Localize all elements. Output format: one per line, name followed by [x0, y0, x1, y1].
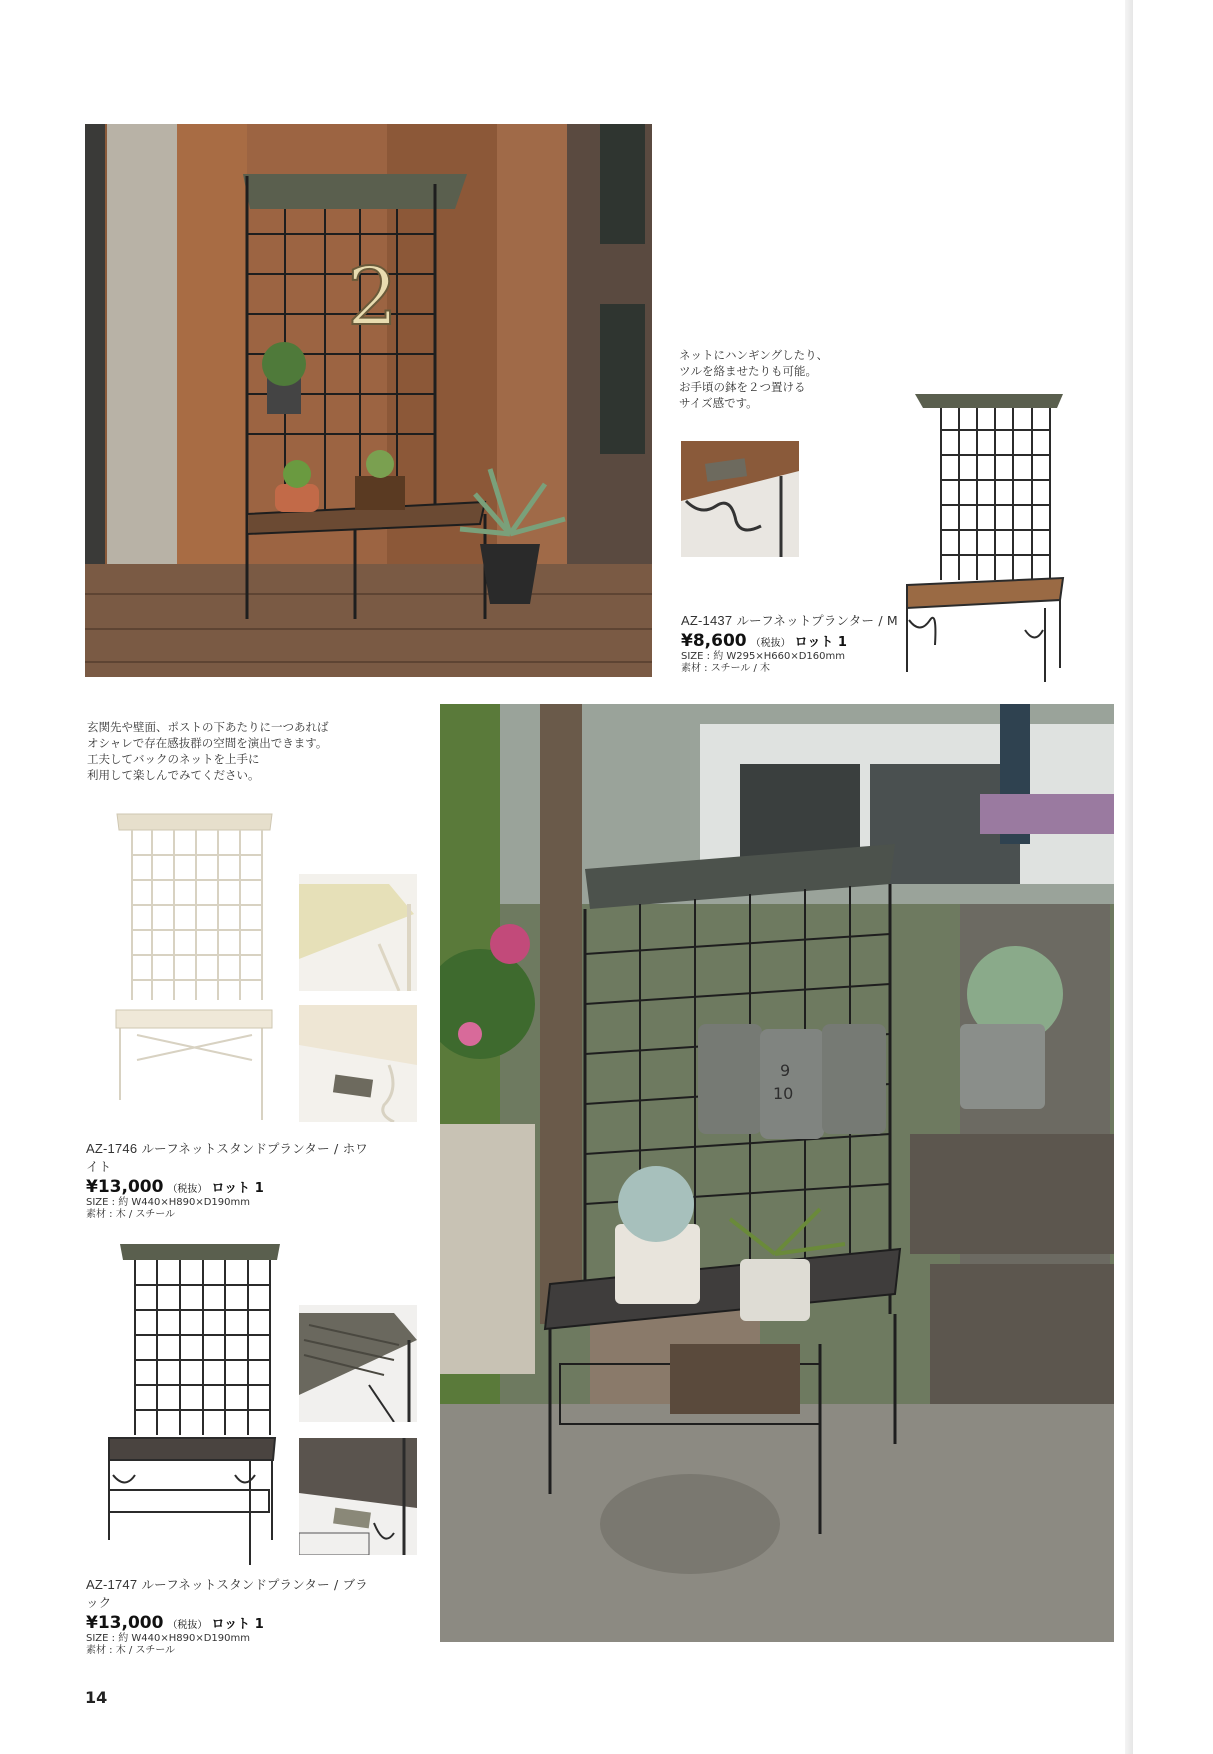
product-material: 素材 : 木 / スチール — [86, 1209, 176, 1220]
page-number: 14 — [85, 1688, 108, 1707]
photo-garden-planter — [440, 704, 1114, 1642]
product-price: ¥13,000 — [86, 1613, 164, 1633]
product-code: AZ-1746 — [86, 1141, 138, 1156]
svg-text:10: 10 — [773, 1084, 794, 1103]
page-edge-shadow — [1125, 0, 1133, 1754]
product-size: SIZE : 約 W440×H890×D190mm — [86, 1197, 250, 1208]
photo-detail-plate-m — [681, 441, 799, 557]
product-size: SIZE : 約 W440×H890×D190mm — [86, 1633, 250, 1644]
photo-detail-roof-white — [299, 874, 417, 991]
photo-planter-on-deck — [85, 124, 652, 677]
photo-product-az1747 — [105, 1240, 285, 1570]
lot-label: ロット 1 — [211, 1617, 264, 1632]
price-line — [86, 1177, 376, 1197]
product-code: AZ-1437 — [681, 613, 733, 628]
tax-note: （税抜） — [167, 1620, 208, 1631]
lot-label: ロット 1 — [794, 635, 847, 650]
product-code-line — [86, 1139, 376, 1175]
photo-detail-roof-black — [299, 1305, 417, 1422]
photo-product-az1746 — [112, 810, 277, 1130]
product-size: SIZE : 約 W295×H660×D160mm — [681, 651, 845, 662]
price-line — [86, 1613, 376, 1633]
product-price: ¥13,000 — [86, 1177, 164, 1197]
photo-product-az1437 — [895, 390, 1075, 682]
photo-detail-plate-black — [299, 1438, 417, 1555]
product-info-az1747 — [86, 1575, 376, 1657]
product-material: 素材 : スチール / 木 — [681, 663, 771, 674]
product-name: ルーフネットプランター / M — [736, 613, 898, 628]
product-material: 素材 : 木 / スチール — [86, 1645, 176, 1656]
product-code-line — [86, 1575, 376, 1611]
svg-text:9: 9 — [780, 1061, 791, 1080]
product-info-az1437 — [681, 611, 911, 675]
product-price: ¥8,600 — [681, 631, 747, 651]
tax-note: （税抜） — [750, 638, 791, 649]
price-line — [681, 631, 911, 651]
tax-note: （税抜） — [167, 1184, 208, 1195]
product-name: ルーフネットスタンドプランター / ホワイト — [86, 1141, 368, 1174]
photo-detail-plate-white — [299, 1005, 417, 1122]
caption-entrance: 玄関先や壁面、ポストの下あたりに一つあれば オシャレで存在感抜群の空間を演出できます。 工夫してバックのネットを上手に 利用して楽しんでみてください。 — [87, 720, 329, 782]
svg-text:2: 2 — [347, 250, 398, 343]
caption-hanging: ネットにハンギングしたり、 ツルを絡ませたりも可能。 お手頃の鉢を２つ置ける サイズ感です。 — [679, 348, 829, 410]
product-code: AZ-1747 — [86, 1577, 138, 1592]
product-code-line — [681, 611, 911, 629]
product-name: ルーフネットスタンドプランター / ブラック — [86, 1577, 368, 1610]
lot-label: ロット 1 — [211, 1181, 264, 1196]
product-info-az1746 — [86, 1139, 376, 1221]
